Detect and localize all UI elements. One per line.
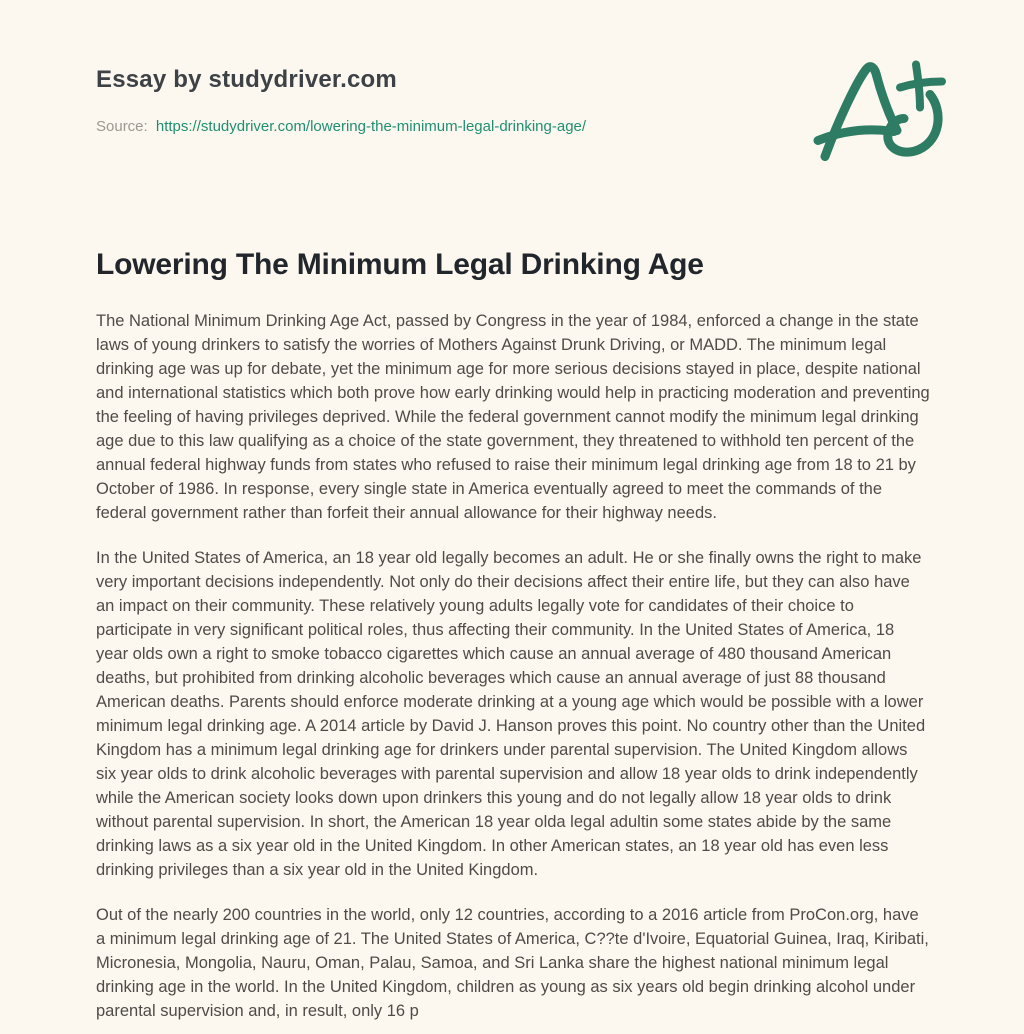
essay-content (96, 248, 930, 1023)
source-line (96, 118, 930, 135)
source-url-link[interactable]: https://studydriver.com/lowering-the-minimum-legal-drinking-age/ (155, 118, 587, 135)
source-label: Source: (96, 118, 148, 135)
essay-paragraph-3: Out of the nearly 200 countries in the world, only 12 countries, according to a 2016 article from ProCon.org, have a minimum legal drinking age of 21. The United States of America, C??te d'Ivoire, Equatorial Guinea, Iraq, Kiribati, Micronesia, Mongolia, Nauru, Oman, Palau, Samoa, and Sri Lanka share the highest national minimum legal drinking age in the world. In the United Kingdom, children as young as six years old begin drinking alcohol under parental supervision and, in result, only 16 p (96, 906, 929, 1020)
header-title: Essay by studydriver.com (96, 66, 397, 93)
essay-title: Lowering The Minimum Legal Drinking Age (96, 248, 704, 281)
essay-paragraph-2: In the United States of America, an 18 year old legally becomes an adult. He or she finally owns the right to make very important decisions independently. Not only do their decisions affect their entire life, but they can also have an impact on their community. These relatively young adults legally vote for candidates of their choice to participate in very significant political roles, thus affecting their community. In the United States of America, 18 year olds own a right to smoke tobacco cigarettes which cause an annual average of 480 thousand American deaths, but prohibited from drinking alcoholic beverages which cause an annual average of just 88 thousand American deaths. Parents should enforce moderate drinking at a young age which would be possible with a lower minimum legal drinking age. A 2014 article by David J. Hanson proves this point. No country other than the United Kingdom has a minimum legal drinking age for drinkers under parental supervision. The United Kingdom allows six year olds to drink alcoholic beverages with parental supervision and allow 18 year olds to drink independently while the American society looks down upon drinkers this young and do not legally allow 18 year olds to drink without parental supervision. In short, the American 18 year olda legal adultin some states abide by the same drinking laws as a six year old in the United Kingdom. In other American states, an 18 year old has even less drinking privileges than a six year old in the United Kingdom. (96, 549, 926, 879)
essay-paragraph-1: The National Minimum Drinking Age Act, passed by Congress in the year of 1984, enforced a change in the state laws of young drinkers to satisfy the worries of Mothers Against Drunk Driving, or MADD. The minimum legal drinking age was up for debate, yet the minimum age for more serious decisions stayed in place, despite national and international statistics which both prove how early drinking would help in practicing moderation and preventing the feeling of having privileges deprived. While the federal government cannot modify the minimum legal drinking age due to this law qualifying as a choice of the state government, they threatened to withhold ten percent of the annual federal highway funds from states who refused to raise their minimum legal drinking age from 18 to 21 by October of 1986. In response, every single state in America eventually agreed to meet the commands of the federal government rather than forfeit their annual allowance for their highway needs. (96, 312, 930, 522)
page-header (96, 66, 930, 135)
studydriver-a-plus-logo-icon (812, 52, 962, 170)
